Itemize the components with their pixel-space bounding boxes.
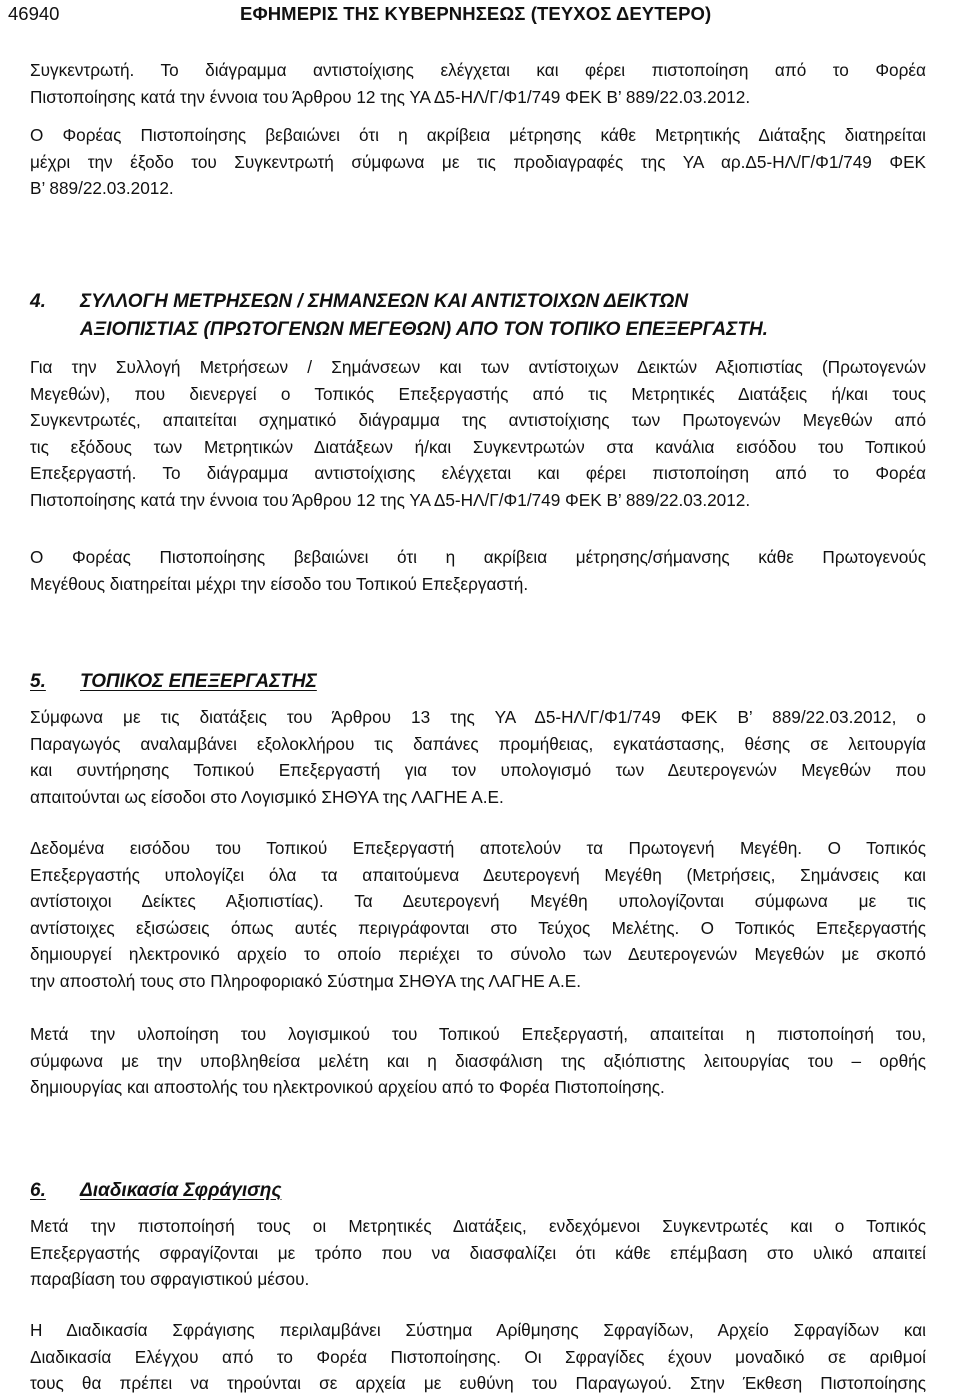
intro-paragraph-1 xyxy=(30,57,926,110)
page-number: 46940 xyxy=(8,3,60,24)
page-header xyxy=(8,0,952,30)
section-6-paragraph-2 xyxy=(30,1317,926,1397)
section-5-paragraph-1 xyxy=(30,704,926,810)
section-title-line-1: ΣΥΛΛΟΓΗ ΜΕΤΡΗΣΕΩΝ / ΣΗΜΑΝΣΕΩΝ ΚΑΙ ΑΝΤΙΣΤΟΙΧΩΝ ΔΕΙΚΤΩΝ xyxy=(80,291,689,312)
text-line: Συγκεντρωτές, απαιτείται σχηματικό διάγραμμα της αντιστοίχισης των Πρωτογενών Μεγεθών από xyxy=(30,410,926,430)
text-line: Πιστοποίησης κατά την έννοια του Άρθρου 12 της ΥΑ Δ5-ΗΛ/Γ/Φ1/749 ΦΕΚ Β’ 889/22.03.2012. xyxy=(30,86,751,107)
text-line: Επεξεργαστής υπολογίζει όλα τα απαιτούμενα Δευτερογενή Μεγέθη (Μετρήσεις, Σημάνσεις και xyxy=(30,864,926,885)
text-line: απαιτούνται ως είσοδοι στο Λογισμικό ΣΗΘΥΑ της ΛΑΓΗΕ Α.Ε. xyxy=(30,786,504,807)
text-line: Δεδομένα εισόδου του Τοπικού Επεξεργαστή αποτελούν τα Πρωτογενή Μεγέθη. Ο Τοπικός xyxy=(30,838,926,858)
text-line: Μεγεθών), που διενεργεί ο Τοπικός Επεξεργαστής από τις Μετρητικές Διατάξεις ή/και τους xyxy=(30,383,926,404)
text-line: και συντήρησης Τοπικού Επεξεργαστή για τον υπολογισμό των Δευτερογενών Μεγεθών που xyxy=(30,760,926,780)
text-line: Μετά την υλοποίηση του λογισμικού του Τοπικού Επεξεργαστή, απαιτείται η πιστοποίησή του, xyxy=(30,1024,926,1044)
section-5-paragraph-2 xyxy=(30,835,926,994)
text-line: Β’ 889/22.03.2012. xyxy=(30,178,174,198)
section-title-line-2: ΑΞΙΟΠΙΣΤΙΑΣ (ΠΡΩΤΟΓΕΝΩΝ ΜΕΓΕΘΩΝ) ΑΠΟ ΤΟΝ ΤΟΠΙΚΟ ΕΠΕΞΕΡΓΑΣΤΗ. xyxy=(80,319,768,340)
section-number: 6. xyxy=(30,1180,46,1201)
text-line: Διαδικασία Ελέγχου από το Φορέα Πιστοποίησης. Οι Σφραγίδες έχουν μοναδικό σε αριθμοί xyxy=(30,1346,926,1367)
section-title: Διαδικασία Σφράγισης xyxy=(80,1180,282,1201)
text-line: αντίστοιχες εξισώσεις όπως αυτές περιγράφονται στο Τεύχος Μελέτης. Ο Τοπικός Επεξεργαστής xyxy=(30,917,926,938)
intro-paragraph-2 xyxy=(30,122,926,202)
text-line: Παραγωγός αναλαμβάνει εξολοκλήρου τις δαπάνες προμήθειας, εγκατάστασης, θέσης σε λειτουργία xyxy=(30,733,926,754)
section-4-paragraph-1 xyxy=(30,354,926,513)
text-line: δημιουργίας και αποστολής του ηλεκτρονικού αρχείου από το Φορέα Πιστοποίησης. xyxy=(30,1077,665,1097)
section-5-heading xyxy=(30,668,926,696)
text-line: μέχρι την έξοδο του Συγκεντρωτή σύμφωνα με τις προδιαγραφές της ΥΑ αρ.Δ5-ΗΛ/Γ/Φ1/749 ΦΕΚ xyxy=(30,151,926,172)
section-number: 5. xyxy=(30,671,46,692)
section-4-paragraph-2 xyxy=(30,544,926,597)
text-line: σύμφωνα με την υποβληθείσα μελέτη και η διασφάλιση της αξιόπιστης λειτουργίας του – ορθής xyxy=(30,1050,926,1071)
section-5-paragraph-3 xyxy=(30,1021,926,1101)
text-line: Για την Συλλογή Μετρήσεων / Σημάνσεων και των αντίστοιχων Δεικτών Αξιοπιστίας (Πρωτογενών xyxy=(30,357,926,377)
text-line: Επεξεργαστής σφραγίζονται με τρόπο που να διασφαλίζει ότι κάθε επέμβαση στο υλικό απαιτεί xyxy=(30,1242,926,1263)
text-line: Ο Φορέας Πιστοποίησης βεβαιώνει ότι η ακρίβεια μέτρησης κάθε Μετρητικής Διάταξης διατηρείται xyxy=(30,125,926,145)
gazette-title: ΕΦΗΜΕΡΙΣ ΤΗΣ ΚΥΒΕΡΝΗΣΕΩΣ (ΤΕΥΧΟΣ ΔΕΥΤΕΡΟ) xyxy=(240,3,712,24)
section-4-heading xyxy=(30,288,926,344)
text-line: Ο Φορέας Πιστοποίησης βεβαιώνει ότι η ακρίβεια μέτρησης/σήμανσης κάθε Πρωτογενούς xyxy=(30,547,926,567)
text-line: τους θα πρέπει να τηρούνται σε αρχεία με ευθύνη του Παραγωγού. Στην Έκθεση Πιστοποίησης xyxy=(30,1373,926,1393)
section-number: 4. xyxy=(30,291,46,312)
section-6-paragraph-1 xyxy=(30,1213,926,1293)
text-line: Συγκεντρωτή. Το διάγραμμα αντιστοίχισης ελέγχεται και φέρει πιστοποίηση από το Φορέα xyxy=(30,60,926,80)
text-line: την αποστολή τους στο Πληροφοριακό Σύστημα ΣΗΘΥΑ της ΛΑΓΗΕ Α.Ε. xyxy=(30,970,582,991)
text-line: Πιστοποίησης κατά την έννοια του Άρθρου 12 της ΥΑ Δ5-ΗΛ/Γ/Φ1/749 ΦΕΚ Β’ 889/22.03.2012. xyxy=(30,489,751,510)
text-line: αντίστοιχοι Δείκτες Αξιοπιστίας). Τα Δευτερογενή Μεγέθη υπολογίζονται σύμφωνα με τις xyxy=(30,891,926,911)
text-line: Μεγέθους διατηρείται μέχρι την είσοδο του Τοπικού Επεξεργαστή. xyxy=(30,573,529,594)
text-line: τις εξόδους των Μετρητικών Διατάξεων ή/και Συγκεντρωτών στα κανάλια εισόδου του Τοπικού xyxy=(30,436,926,457)
section-6-heading xyxy=(30,1177,926,1205)
text-line: παραβίαση του σφραγιστικού μέσου. xyxy=(30,1269,310,1289)
text-line: Σύμφωνα με τις διατάξεις του Άρθρου 13 της ΥΑ Δ5-ΗΛ/Γ/Φ1/749 ΦΕΚ Β’ 889/22.03.2012, ο xyxy=(30,707,926,727)
text-line: Μετά την πιστοποίησή τους οι Μετρητικές Διατάξεις, ενδεχόμενοι Συγκεντρωτές και ο Τοπικός xyxy=(30,1216,926,1236)
section-title: ΤΟΠΙΚΟΣ ΕΠΕΞΕΡΓΑΣΤΗΣ xyxy=(80,671,317,692)
text-line: Επεξεργαστή. Το διάγραμμα αντιστοίχισης ελέγχεται και φέρει πιστοποίηση από το Φορέα xyxy=(30,463,926,483)
text-line: δημιουργεί ηλεκτρονικό αρχείο το οποίο περιέχει το σύνολο των Δευτερογενών Μεγεθών με σκοπό xyxy=(30,944,926,964)
text-line: Η Διαδικασία Σφράγισης περιλαμβάνει Σύστημα Αρίθμησης Σφραγίδων, Αρχείο Σφραγίδων και xyxy=(30,1320,926,1340)
